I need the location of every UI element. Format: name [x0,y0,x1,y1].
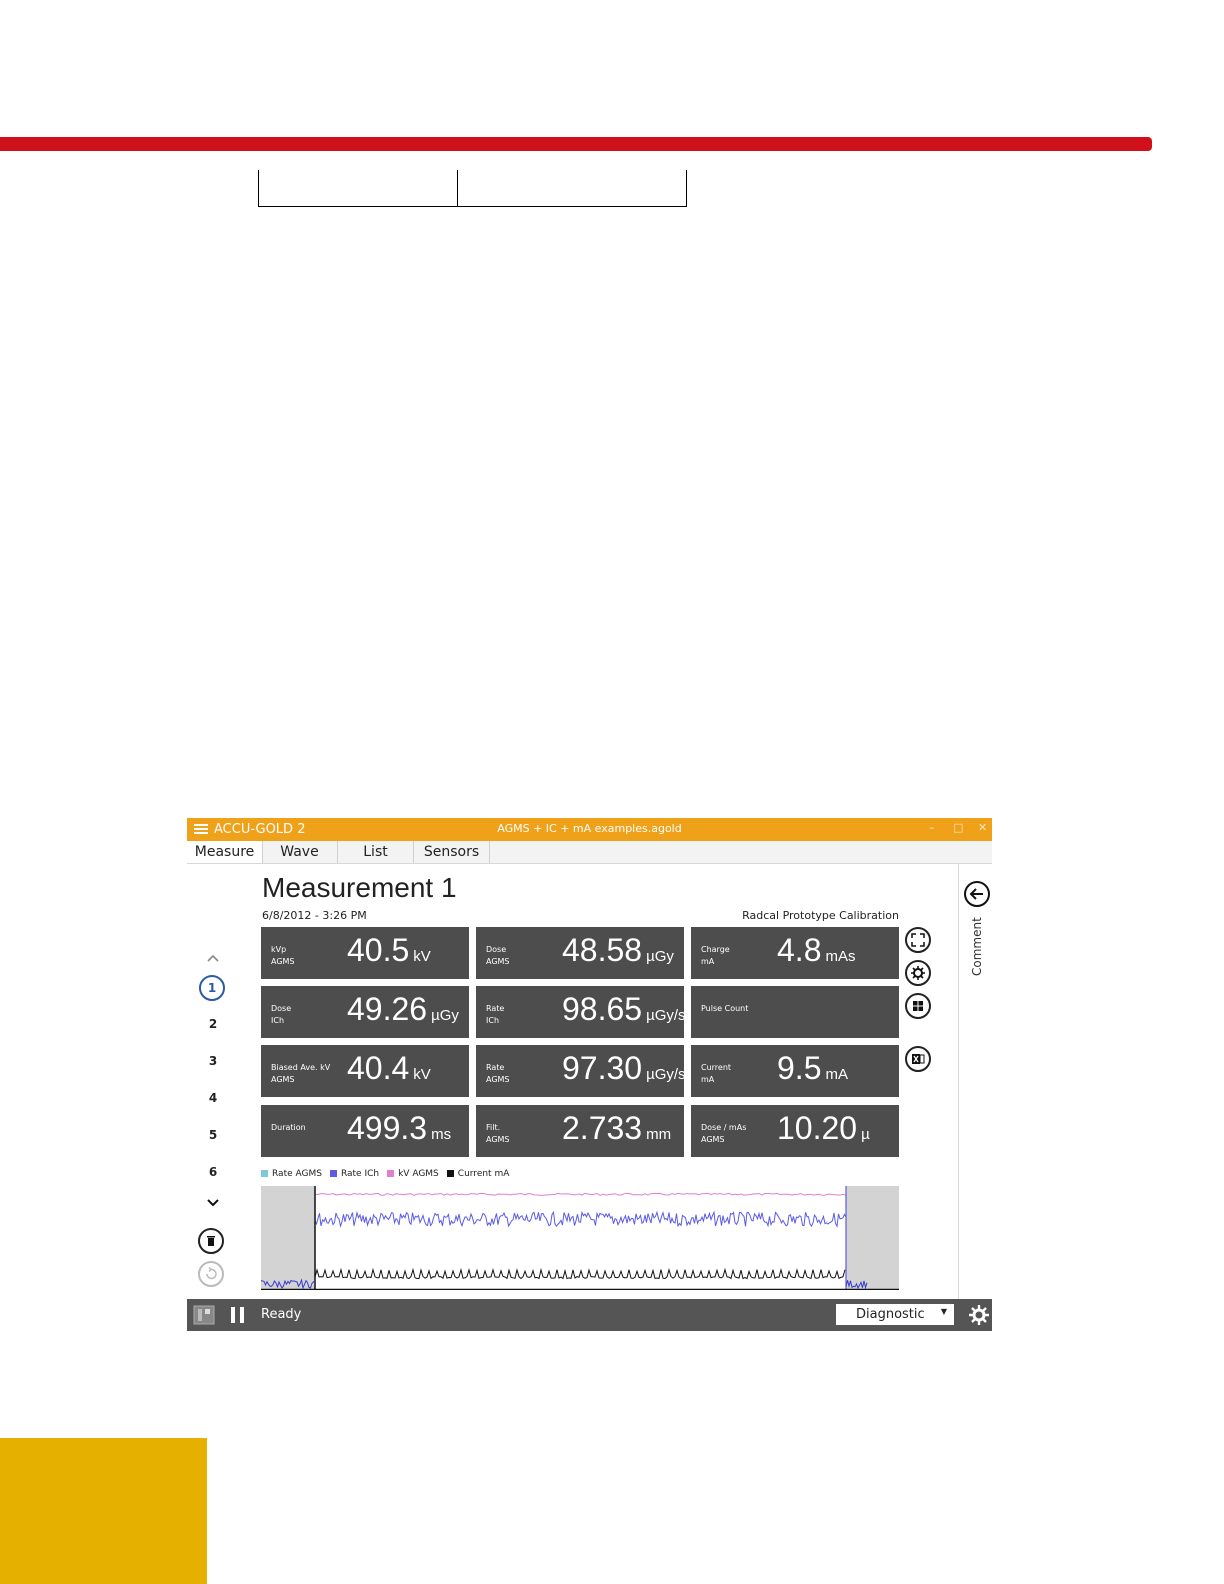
file-name: AGMS + IC + mA examples.agold [497,822,682,835]
series-line [315,1270,845,1279]
tile-unit: kV [413,1066,431,1083]
trash-icon [203,1233,219,1249]
chevron-up-icon[interactable] [206,953,220,963]
legend-item [387,1169,439,1179]
tile-label-quantity: Biased Ave. kV [271,1063,331,1072]
tile-value-number: 9.5 [777,1050,822,1086]
series-line [315,1212,846,1226]
tile-label [486,1062,510,1086]
title-bar [187,818,992,841]
tile-label [701,944,730,968]
tile-label-sensor: AGMS [701,1135,725,1144]
legend-label: Current mA [457,1169,510,1179]
tile-label-sensor: AGMS [486,1075,510,1084]
tile-label [271,1062,330,1086]
tab-measure[interactable]: Measure [187,841,263,863]
device-icon [193,1305,215,1325]
undo-button[interactable] [198,1261,224,1287]
legend-swatch [387,1170,394,1177]
minimize-button[interactable]: – [929,821,935,834]
tile-label-quantity: Current [701,1063,732,1072]
tile-value-number: 40.5 [347,932,410,968]
fullscreen-button[interactable] [905,927,931,953]
tile-value-number: 97.30 [562,1050,643,1086]
tile-unit: mAs [825,948,856,965]
measurement-item[interactable]: 4 [208,1091,218,1105]
tile-unit: µGy/s [646,1007,686,1024]
measurement-item[interactable]: 3 [208,1054,218,1068]
maximize-button[interactable]: □ [953,821,964,834]
tile-value [562,932,674,969]
measurement-tile[interactable] [476,1105,684,1157]
app-name: ACCU-GOLD 2 [214,822,306,837]
tile-label [486,1122,510,1146]
expand-icon [910,932,926,948]
tile-value-number: 499.3 [347,1110,428,1146]
tile-label-sensor: AGMS [486,1135,510,1144]
mode-dropdown-value: Diagnostic [856,1307,925,1322]
dropdown-caret-icon: ▼ [940,1307,947,1316]
header-table-outline [258,170,687,207]
layout-button[interactable] [905,993,931,1019]
tile-label [486,944,510,968]
settings-button[interactable] [905,960,931,986]
tile-label-sensor: ICh [271,1016,285,1025]
legend-item [330,1169,379,1179]
pause-icon[interactable] [229,1306,247,1324]
measurement-tile[interactable] [691,1105,899,1157]
measurement-tile[interactable] [476,927,684,979]
chevron-down-icon[interactable] [206,1198,220,1208]
measurement-tile[interactable] [691,986,899,1038]
tile-label-quantity: Dose / mAs [701,1123,747,1132]
status-text: Ready [261,1307,302,1322]
tile-value [777,1050,848,1087]
measurement-tile[interactable] [476,1045,684,1097]
measurement-tile[interactable] [261,1045,469,1097]
legend-label: Rate AGMS [272,1169,322,1179]
tile-label [701,1003,748,1015]
tab-list[interactable]: List [338,841,414,863]
chart-idle-region [261,1186,315,1290]
tile-value-number: 4.8 [777,932,822,968]
tile-label-quantity: Dose [486,945,507,954]
comment-panel-toggle[interactable]: Comment [970,917,984,976]
legend-item [261,1169,322,1179]
back-arrow-icon[interactable] [963,880,991,908]
tile-label-quantity: Duration [271,1123,306,1132]
tile-label-sensor: AGMS [486,957,510,966]
delete-button[interactable] [198,1228,224,1254]
tile-value-number: 48.58 [562,932,643,968]
measurement-tile[interactable] [476,986,684,1038]
legend-swatch [261,1170,268,1177]
tile-label-quantity: Filt. [486,1123,501,1132]
tile-unit: µGy/s [646,1066,686,1083]
series-line [315,1193,846,1195]
tile-value [347,1050,431,1087]
tile-unit: µ [861,1126,870,1143]
tile-unit: ms [431,1126,452,1143]
tile-value [347,932,431,969]
chart-legend [261,1169,517,1179]
header-red-bar [0,137,1152,151]
undo-icon [203,1266,219,1282]
excel-icon [910,1051,926,1067]
tile-label [486,1003,504,1027]
tile-value [347,991,459,1028]
tile-unit: mA [825,1066,848,1083]
measurement-item[interactable]: 5 [208,1128,218,1142]
tile-label [271,944,295,968]
tile-label-quantity: kVp [271,945,287,954]
tile-value-number: 40.4 [347,1050,410,1086]
measurement-date: 6/8/2012 - 3:26 PM [262,909,367,922]
tile-label-sensor: mA [701,1075,715,1084]
mode-dropdown[interactable] [836,1304,954,1325]
tile-label-quantity: Pulse Count [701,1004,749,1013]
tile-label [271,1122,306,1134]
tile-label-sensor: ICh [486,1016,500,1025]
sidebar-divider [958,863,959,1299]
tile-value [777,991,781,1028]
measurement-item[interactable]: 6 [208,1165,218,1179]
page-title: Measurement 1 [262,872,457,903]
gear-icon[interactable] [968,1304,990,1326]
tile-value-number: 49.26 [347,991,428,1027]
legend-item [447,1169,510,1179]
close-button[interactable]: ✕ [978,821,988,834]
measurement-tile[interactable] [691,927,899,979]
measurement-tile[interactable] [261,986,469,1038]
tile-unit: µGy [431,1007,459,1024]
tile-label-quantity: Rate [486,1063,505,1072]
tile-label-quantity: Charge [701,945,730,954]
tab-bar [187,841,992,864]
tile-label-sensor: AGMS [271,957,295,966]
tile-value-number: 2.733 [562,1110,643,1146]
measurement-tile[interactable] [691,1045,899,1097]
tile-value-number: 10.20 [777,1110,858,1146]
footer-gold-block [0,1438,207,1584]
waveform-chart [261,1186,899,1290]
measurement-tile[interactable] [261,1105,469,1157]
measurement-tile[interactable] [261,927,469,979]
tab-wave[interactable]: Wave [262,841,338,863]
tile-value-number: 98.65 [562,991,643,1027]
tile-label-quantity: Rate [486,1004,505,1013]
gear-icon [910,965,926,981]
tile-unit: µGy [646,948,674,965]
legend-swatch [447,1170,454,1177]
calibration-name: Radcal Prototype Calibration [742,909,899,922]
tile-unit: kV [413,948,431,965]
tile-value [562,1050,686,1087]
grid-icon [910,998,926,1014]
status-bar [187,1299,992,1331]
tile-value [777,1110,870,1147]
measurement-item[interactable]: 2 [208,1017,218,1031]
tab-sensors[interactable]: Sensors [414,841,490,863]
tile-unit: mm [646,1126,672,1143]
legend-label: Rate ICh [340,1169,380,1179]
tile-value [562,1110,671,1147]
legend-label: kV AGMS [398,1169,439,1179]
tile-value [777,932,855,969]
measurement-item-selected[interactable]: 1 [199,975,225,1001]
tile-label [701,1062,731,1086]
chart-idle-region [846,1186,899,1290]
app-window [187,818,992,1331]
legend-swatch [330,1170,337,1177]
tile-label [701,1122,746,1146]
tile-label [271,1003,291,1027]
tile-label-quantity: Dose [271,1004,292,1013]
export-excel-button[interactable] [905,1046,931,1072]
tile-value [347,1110,451,1147]
tile-label-sensor: mA [701,957,715,966]
tile-value [562,991,686,1028]
tile-label-sensor: AGMS [271,1075,295,1084]
